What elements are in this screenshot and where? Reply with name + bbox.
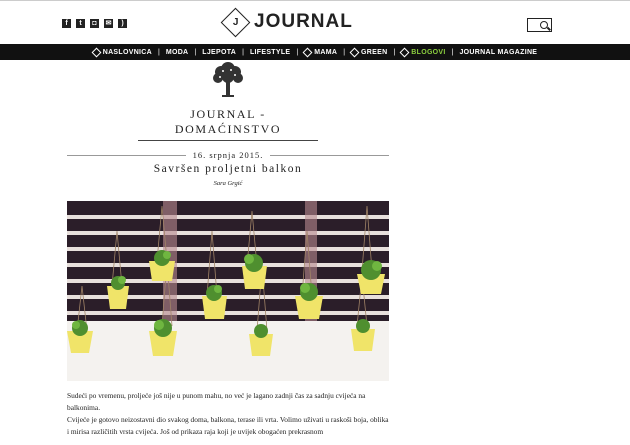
section-underline — [138, 140, 318, 141]
nav-item-journal-magazine[interactable]: JOURNAL MAGAZINE — [459, 48, 538, 56]
nav-item-moda[interactable]: MODA — [165, 48, 189, 56]
nav-separator: | — [343, 48, 346, 56]
logo-text: JOURNAL — [254, 11, 353, 32]
top-border — [0, 0, 630, 1]
search-icon[interactable] — [540, 21, 548, 29]
nav-separator: | — [451, 48, 454, 56]
post-title[interactable]: Savršen proljetni balkon — [153, 163, 303, 175]
paragraph: Sudeći po vremenu, proljeće još nije u punom mahu, no već je lagano zadnji čas za sadnju cvijeća na balkonima. — [67, 391, 366, 412]
rss-icon[interactable]: ) — [118, 19, 127, 28]
instagram-icon[interactable]: ◘ — [90, 19, 99, 28]
nav-separator: | — [296, 48, 299, 56]
divider — [67, 155, 186, 156]
divider — [270, 155, 389, 156]
tree-icon — [210, 62, 246, 100]
social-links — [62, 19, 127, 28]
diamond-icon — [350, 47, 360, 57]
post-image[interactable] — [67, 201, 389, 381]
nav-item-green[interactable]: GREEN — [351, 49, 387, 56]
mail-icon[interactable]: ✉ — [105, 20, 112, 27]
nav-item-naslovnica[interactable]: NASLOVNICA — [93, 49, 152, 56]
section-title: JOURNAL - DOMAĆINSTVO — [174, 107, 282, 136]
nav-item-ljepota[interactable]: LJEPOTA — [202, 48, 237, 56]
section-header[interactable] — [138, 62, 318, 141]
site-logo[interactable] — [225, 11, 353, 33]
nav-item-mama[interactable]: MAMA — [304, 49, 337, 56]
post-dateline — [67, 150, 389, 160]
nav-item-blogovi[interactable]: BLOGOVI — [401, 49, 445, 56]
diamond-icon — [91, 47, 101, 57]
main-nav — [0, 44, 630, 60]
nav-separator: | — [158, 48, 160, 56]
diamond-icon — [400, 47, 410, 57]
nav-separator: | — [393, 48, 396, 56]
diamond-icon — [303, 47, 313, 57]
search-box[interactable] — [527, 18, 552, 32]
twitter-icon[interactable]: t — [76, 19, 85, 28]
hanging-plants-photo — [67, 201, 389, 381]
post-author[interactable]: Sara Grgić — [213, 180, 243, 187]
logo-diamond-icon: J — [221, 7, 251, 37]
nav-separator: | — [194, 48, 197, 56]
nav-separator: | — [242, 48, 244, 56]
paragraph: Cvijeće je gotovo neizostavni dio svakog doma, balkona, terase ili vrta. Volimo uživati u raskoši boja, oblika i mirisa različitih vrsta cvijeća. Još od prikaza raja koji je uvijek obogaćen prekrasnom — [67, 415, 389, 436]
post-date: 16. srpnja 2015. — [192, 150, 264, 160]
nav-item-lifestyle[interactable]: LIFESTYLE — [249, 48, 291, 56]
post-body — [67, 390, 391, 438]
facebook-icon[interactable]: f — [62, 19, 71, 28]
